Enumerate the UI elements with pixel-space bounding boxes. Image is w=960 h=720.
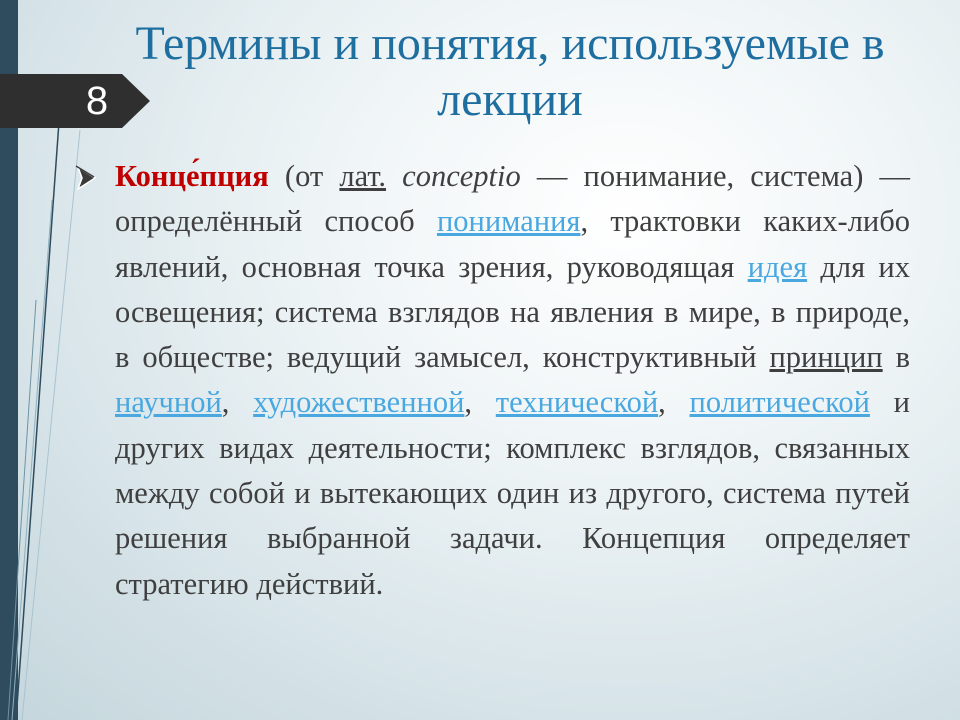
text-segment: в: [882, 340, 910, 375]
text-segment: [386, 159, 402, 193]
arrow-bullet-icon: [73, 164, 103, 192]
link-idea[interactable]: идея: [747, 249, 808, 284]
link-technical[interactable]: технической: [495, 385, 659, 420]
text-segment: — понимание, система) — определённый способ: [115, 159, 910, 239]
link-political[interactable]: политической: [689, 385, 870, 420]
latin-word: conceptio: [402, 159, 521, 193]
latin-abbreviation-link[interactable]: лат.: [339, 159, 387, 193]
link-principle[interactable]: принцип: [769, 340, 883, 375]
text-segment: ,: [464, 385, 496, 420]
text-segment: , трактовки каких-либо явлений, основная точка зрения, руководящая: [115, 204, 910, 284]
text-segment: для их освещения; система взглядов на явления в мире, в природе, в обществе; ведущий замысел, конструктивный: [115, 249, 910, 375]
slide-title: Термины и понятия, используемые в лекции: [135, 17, 885, 126]
link-understanding[interactable]: понимания: [436, 204, 581, 239]
text-segment: ,: [221, 385, 254, 420]
text-segment: ,: [658, 385, 690, 420]
term-heading: Конце́пция: [115, 159, 269, 193]
page-number: 8: [85, 79, 109, 123]
link-artistic[interactable]: художественной: [253, 385, 465, 420]
text-segment: и других видах деятельности; комплекс взглядов, связанных между собой и вытекающих один из другого, система путей решения выбранной задачи. Концепция определяет стратегию действий.: [115, 385, 911, 601]
text-segment: (от: [268, 159, 340, 193]
link-scientific[interactable]: научной: [115, 385, 222, 420]
definition-paragraph: [115, 154, 910, 607]
